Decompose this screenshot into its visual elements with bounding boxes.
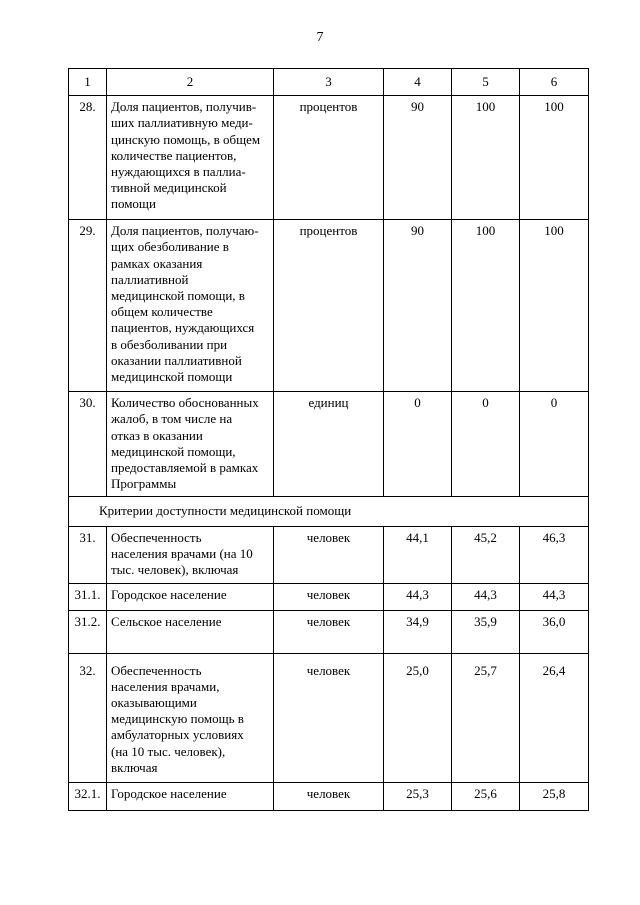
value-col-5: 45,2 [452, 526, 520, 583]
indicator-name [107, 220, 274, 392]
table-header-row [69, 69, 589, 96]
indicator-name-line: Программы [111, 476, 177, 492]
header-col-1: 1 [69, 69, 107, 96]
table-row [69, 583, 589, 610]
indicator-name-line: населения врачами (на 10 [111, 545, 253, 561]
row-number: 32.1. [69, 782, 107, 810]
unit-cell: человек [274, 782, 384, 810]
indicator-name-line: Доля пациентов, получаю- [111, 223, 259, 239]
indicator-name [107, 610, 274, 653]
value-col-5: 25,7 [452, 653, 520, 782]
value-col-4: 25,0 [384, 653, 452, 782]
section-row [69, 497, 589, 526]
header-col-2: 2 [107, 69, 274, 96]
row-number: 29. [69, 220, 107, 392]
table-row [69, 392, 589, 497]
table-row [69, 610, 589, 653]
indicator-name-line: паллиативной [111, 271, 189, 287]
indicator-name-line: Доля пациентов, получив- [111, 99, 257, 115]
indicator-name-line: рамках оказания [111, 255, 203, 271]
value-col-5: 100 [452, 220, 520, 392]
row-number: 30. [69, 392, 107, 497]
header-col-6: 6 [520, 69, 589, 96]
value-col-5: 25,6 [452, 782, 520, 810]
value-col-4: 0 [384, 392, 452, 497]
value-col-4: 90 [384, 220, 452, 392]
row-number: 28. [69, 96, 107, 220]
indicator-name-line: нуждающихся в паллиа- [111, 164, 246, 180]
value-col-6: 44,3 [520, 583, 589, 610]
indicator-name-line: пациентов, нуждающихся [111, 320, 255, 336]
indicator-name-line: Количество обоснованных [111, 395, 259, 411]
table-row [69, 526, 589, 583]
table-row [69, 220, 589, 392]
indicator-name-line: (на 10 тыс. человек), [111, 743, 226, 759]
indicator-name-line: медицинской помощи [111, 369, 233, 385]
indicator-name-line: предоставляемой в рамках [111, 460, 259, 476]
value-col-6: 100 [520, 220, 589, 392]
indicator-name-line: медицинскую помощь в [111, 711, 244, 727]
row-number: 31. [69, 526, 107, 583]
value-col-5: 35,9 [452, 610, 520, 653]
row-number: 31.2. [69, 610, 107, 653]
table-row [69, 653, 589, 782]
unit-cell: единиц [274, 392, 384, 497]
value-col-6: 36,0 [520, 610, 589, 653]
indicator-name-line: Сельское население [111, 613, 222, 629]
indicator-name-line: жалоб, в том числе на [111, 411, 233, 427]
value-col-4: 44,3 [384, 583, 452, 610]
indicator-name [107, 782, 274, 810]
indicator-name [107, 583, 274, 610]
indicator-name-line: тыс. человек), включая [111, 562, 239, 578]
indicator-name-line: медицинской помощи, [111, 443, 236, 459]
value-col-6: 26,4 [520, 653, 589, 782]
value-col-4: 44,1 [384, 526, 452, 583]
indicator-name-line: Обеспеченность [111, 529, 202, 545]
value-col-4: 90 [384, 96, 452, 220]
indicator-name-line: цинскую помощь, в общем [111, 131, 261, 147]
indicator-name-line: амбулаторных условиях [111, 727, 244, 743]
section-title: Критерии доступности медицинской помощи [69, 497, 589, 526]
indicator-name [107, 526, 274, 583]
indicator-name-line: общем количестве [111, 304, 213, 320]
value-col-6: 0 [520, 392, 589, 497]
unit-cell: человек [274, 526, 384, 583]
indicator-name-line: Городское население [111, 785, 227, 801]
table-row [69, 782, 589, 810]
unit-cell: человек [274, 610, 384, 653]
indicator-name-line: медицинской помощи, в [111, 288, 245, 304]
indicator-name [107, 96, 274, 220]
indicator-name-line: помощи [111, 196, 156, 212]
indicator-name-line: количестве пациентов, [111, 147, 237, 163]
header-col-5: 5 [452, 69, 520, 96]
header-col-4: 4 [384, 69, 452, 96]
value-col-5: 100 [452, 96, 520, 220]
header-col-3: 3 [274, 69, 384, 96]
value-col-5: 0 [452, 392, 520, 497]
value-col-6: 46,3 [520, 526, 589, 583]
indicators-table [68, 68, 589, 811]
indicator-name-line: населения врачами, [111, 678, 220, 694]
unit-cell: человек [274, 583, 384, 610]
indicator-name-line: щих обезболивание в [111, 239, 229, 255]
indicator-name-line: включая [111, 759, 158, 775]
indicator-name [107, 653, 274, 782]
value-col-6: 100 [520, 96, 589, 220]
indicator-name-line: оказании паллиативной [111, 352, 242, 368]
row-number: 31.1. [69, 583, 107, 610]
page-number: 7 [316, 30, 324, 45]
indicator-name-line: ших паллиативную меди- [111, 115, 253, 131]
indicator-name-line: оказывающими [111, 695, 197, 711]
row-number: 32. [69, 653, 107, 782]
value-col-4: 34,9 [384, 610, 452, 653]
indicator-name-line: Городское население [111, 586, 227, 602]
unit-cell: процентов [274, 96, 384, 220]
indicator-name-line: Обеспеченность [111, 662, 202, 678]
indicator-name-line: тивной медицинской [111, 180, 227, 196]
value-col-4: 25,3 [384, 782, 452, 810]
table-row [69, 96, 589, 220]
indicator-name-line: в обезболивании при [111, 336, 228, 352]
value-col-5: 44,3 [452, 583, 520, 610]
indicator-name [107, 392, 274, 497]
indicator-name-line: отказ в оказании [111, 427, 203, 443]
unit-cell: процентов [274, 220, 384, 392]
value-col-6: 25,8 [520, 782, 589, 810]
unit-cell: человек [274, 653, 384, 782]
